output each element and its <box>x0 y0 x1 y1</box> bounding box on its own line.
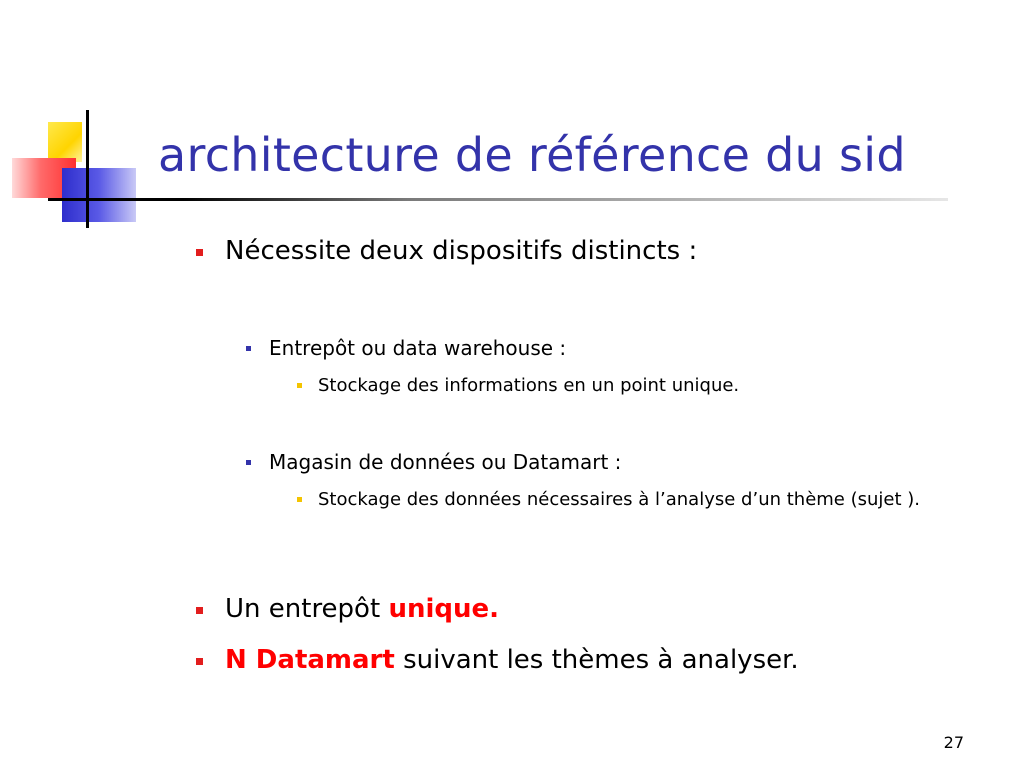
bullet-item <box>196 594 499 624</box>
yellow-square <box>48 122 82 162</box>
sub-bullet-item <box>246 336 566 360</box>
blue-square <box>62 168 136 222</box>
page-number: 27 <box>943 733 964 752</box>
square-bullet-icon <box>297 383 302 388</box>
square-bullet-icon <box>196 658 203 665</box>
square-bullet-icon <box>196 607 203 614</box>
square-bullet-icon <box>196 249 203 256</box>
sub-bullet-text: Entrepôt ou data warehouse : <box>269 336 567 360</box>
bullet-text-emphasis: N Datamart <box>225 645 395 675</box>
sub-sub-bullet-text: Stockage des informations en un point unique. <box>318 375 740 396</box>
sub-bullet-item <box>246 450 621 474</box>
title-underline <box>48 198 948 201</box>
bullet-item <box>196 645 799 675</box>
sub-bullet-text: Magasin de données ou Datamart : <box>269 450 622 474</box>
square-bullet-icon <box>246 346 251 351</box>
bullet-text-plain: suivant les thèmes à analyser. <box>394 645 799 675</box>
sub-sub-bullet-item <box>297 485 977 515</box>
bullet-item <box>196 236 697 266</box>
sub-sub-bullet-item <box>297 371 977 401</box>
square-bullet-icon <box>297 497 302 502</box>
bullet-text: Nécessite deux dispositifs distincts : <box>225 236 698 266</box>
square-bullet-icon <box>246 460 251 465</box>
sub-sub-bullet-text: Stockage des données nécessaires à l’analyse d’un thème (sujet ). <box>318 489 921 510</box>
bullet-text-plain: Un entrepôt <box>225 594 389 624</box>
slide-title: architecture de référence du sid <box>158 128 906 182</box>
bullet-text-emphasis: unique. <box>388 594 500 624</box>
vertical-rule <box>86 110 89 228</box>
decorative-squares-logo <box>0 100 160 230</box>
bullet-text <box>225 594 499 624</box>
bullet-text <box>225 645 799 675</box>
